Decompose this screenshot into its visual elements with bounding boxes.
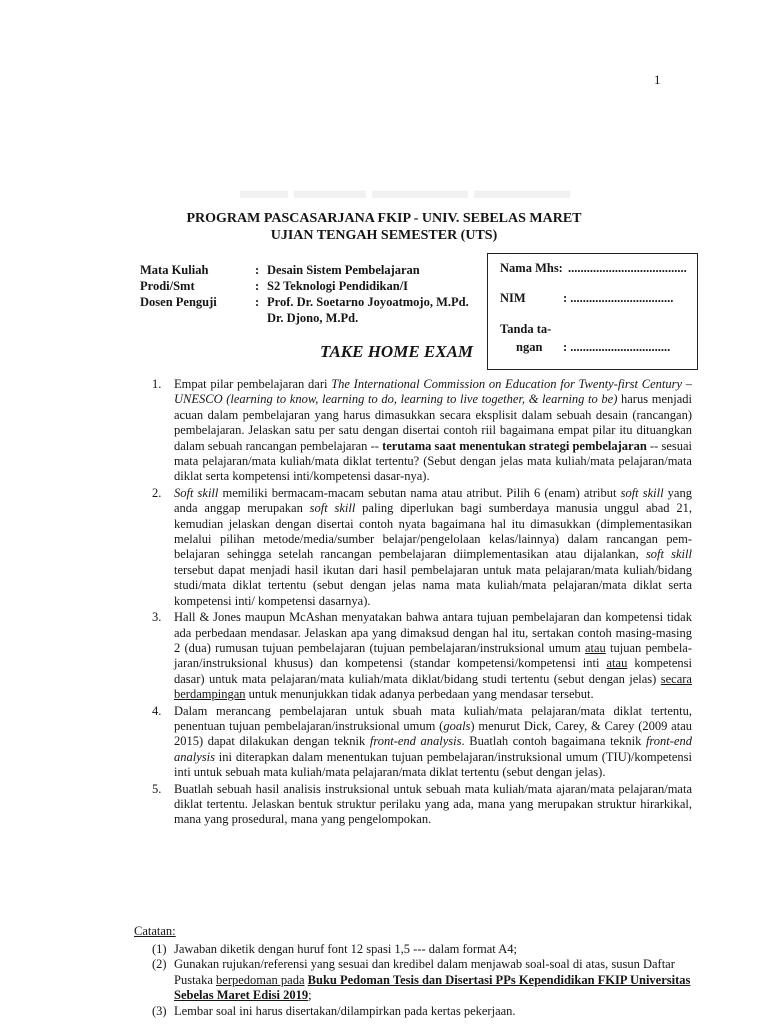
examiner-second: Dr. Djono, M.Pd. bbox=[267, 311, 359, 325]
bleed-through-text: ▬▬ ▬▬▬ ▬▬▬▬ ▬▬▬▬ bbox=[240, 178, 570, 204]
note-item: (1) Jawaban diketik dengan huruf font 12 spasi 1,5 --- dalam format A4; bbox=[152, 941, 517, 956]
question-item: 3. Hall & Jones maupun McAshan menyatakan bahwa antara tujuan pembelajaran dan kompetensi tidak ada perbedaan mendasar. Jelaskan apa yang dimaksud dengan hal itu, sertakan contoh masing-masing 2 (dua) rumusan tujuan pembelajaran (tujuan pembelajaran/instruksional umum atau tujuan pembela-jaran/instruksional khusus) dan kompetensi (standar kompetensi/kompetensi inti atau kompetensi dasar) untuk mata pelajaran/mata kuliah/mata diklat/bidang studi tertentu (sebut dengan jelas) secara berdampingan untuk menunjukkan tidak adanya perbedaan yang mendasar tersebut. bbox=[152, 610, 693, 702]
examiner-row: Dosen Penguji : Prof. Dr. Soetarno Joyoatmojo, M.Pd. bbox=[140, 295, 469, 309]
page-number: 1 bbox=[654, 72, 661, 87]
question-list bbox=[152, 377, 692, 829]
nim-label: NIM bbox=[500, 291, 526, 305]
signature-label-cont: ngan bbox=[516, 340, 543, 354]
notes-title: Catatan: bbox=[134, 924, 176, 938]
student-name-blank: ...................................... bbox=[568, 261, 687, 275]
prodi-row: Prodi/Smt : S2 Teknologi Pendidikan/I bbox=[140, 279, 409, 293]
note-item: (3) Lembar soal ini harus disertakan/dilampirkan pada kertas pekerjaan. bbox=[152, 1003, 516, 1018]
signature-blank: : ................................ bbox=[563, 340, 671, 354]
student-id-box bbox=[487, 253, 698, 370]
nim-blank: : ................................. bbox=[563, 291, 674, 305]
question-item: 2. Soft skill memiliki bermacam-macam sebutan nama atau atribut. Pilih 6 (enam) atribut soft skill yang anda anggap merupakan soft skill paling diperlukan bagi sumberdaya manusia unggul abad 21, kemudian jelaskan dengan disertai contoh nyata bagaimana hal itu dimasukkan (dimplementasikan melalui pilihan metode/media/sumber belajar/pengelolaan kelas/lainnya) dalam rancangan pem-belajaran sehingga setelah rancangan pembelajaran diimplementasikan atau dijalankan, soft skill tersebut dapat menjadi hasil ikutan dari hasil pembelajaran untuk mata pelajaran/mata kuliah/bidang studi/mata diklat tertentu (sebut dengan jelas nama mata kuliah/mata pelajaran/mata diklat serta kompetensi inti/ kompetensi dasarnya). bbox=[152, 485, 692, 608]
notes-section bbox=[134, 924, 704, 1020]
note-item: (2) Gunakan rujukan/referensi yang sesuai dan kredibel dalam menjawab soal-soal di atas, susun Daftar Pustaka berpedoman pada Buku Pedoman Tesis dan Disertasi PPs Kependidikan FKIP Universitas Sebelas Maret Edisi 2019; bbox=[152, 957, 691, 1003]
question-item: 1. Empat pilar pembelajaran dari The International Commission on Education for Twenty-first Century – UNESCO (learning to know, learning to do, learning to live together, & learning to be) harus menjadi acuan dalam pembelajaran yang harus dimasukkan secara eksplisit dalam sebuah desain (rancangan) pembelajaran. Jelaskan satu per satu dengan disertai contoh riil bagaimana empat pilar itu dituangkan dalam sebuah rancangan pembelajaran -- terutama saat menentukan strategi pembelajaran -- sesuai mata pelajaran/mata kuliah/mata diklat tertentu? (Sebut dengan jelas mata kuliah/mata pelajaran/mata diklat serta kompetensi inti/kompetensi dasar-nya). bbox=[152, 377, 692, 484]
header-program: PROGRAM PASCASARJANA FKIP - UNIV. SEBELAS MARET bbox=[186, 211, 582, 226]
exam-title: TAKE HOME EXAM bbox=[320, 342, 474, 361]
course-info bbox=[140, 262, 497, 326]
course-row: Mata Kuliah : Desain Sistem Pembelajaran bbox=[140, 263, 420, 277]
document-header bbox=[0, 210, 768, 244]
student-name-label: Nama Mhs: bbox=[500, 261, 563, 275]
question-item: 4. Dalam merancang pembelajaran untuk sbuah mata kuliah/mata pelajaran/mata diklat tertentu, penentuan tujuan pembelajaran/instruksional umum (goals) menurut Dick, Carey, & Carey (2009 atau 2015) dapat dilakukan dengan teknik front-end analysis. Buatlah contoh bagaimana teknik front-end analysis ini diterapkan dalam menentukan tujuan pembelajaran/instruksional umum (TIU)/kompetensi inti untuk sebuah mata kuliah/mata pelajaran/mata diklat tertentu (sebut dengan jelas). bbox=[152, 703, 692, 780]
header-exam-type: UJIAN TENGAH SEMESTER (UTS) bbox=[270, 228, 498, 243]
signature-label: Tanda ta- bbox=[500, 322, 552, 336]
question-item: 5. Buatlah sebuah hasil analisis instruksional untuk sebuah mata kuliah/mata ajaran/mata pelajaran/mata diklat tertentu. Jelaskan bentuk struktur perilaku yang ada, mana yang merupakan struktur hirarkikal, mana yang prosedural, mana yang pengelompokan. bbox=[152, 781, 692, 827]
